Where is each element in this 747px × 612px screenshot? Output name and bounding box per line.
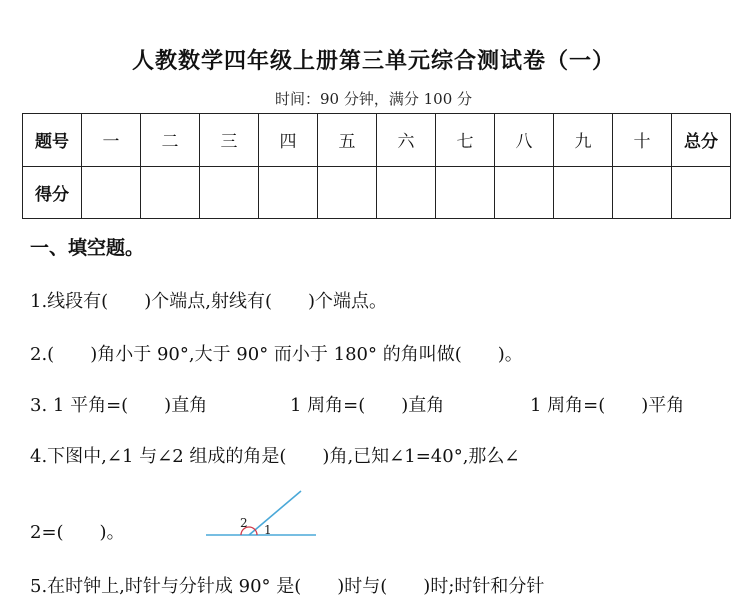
section-heading-fill-blank: 一、填空题。 [30, 237, 145, 259]
page-subtitle: 时间：90 分钟，满分 100 分 [274, 90, 473, 108]
score-table-col-3: 三 [200, 114, 259, 167]
score-table-col-6: 六 [377, 114, 436, 167]
score-table-header-label: 题号 [23, 114, 82, 167]
score-table-col-10: 十 [613, 114, 672, 167]
angle-2-label: 2 [240, 516, 248, 530]
question-5: 5.在时钟上,时针与分针成 90° 是( )时与( )时;时针和分针 [30, 576, 545, 597]
score-table-col-2: 二 [141, 114, 200, 167]
score-cell [495, 166, 554, 219]
score-cell [613, 166, 672, 219]
score-cell [259, 166, 318, 219]
score-table-col-7: 七 [436, 114, 495, 167]
question-1: 1.线段有( )个端点,射线有( )个端点。 [30, 291, 387, 312]
score-cell [82, 166, 141, 219]
score-table [22, 113, 731, 219]
angle-diagram [204, 488, 324, 544]
score-cell-total [672, 166, 731, 219]
score-cell [554, 166, 613, 219]
score-table-col-1: 一 [82, 114, 141, 167]
score-table-col-8: 八 [495, 114, 554, 167]
score-cell [200, 166, 259, 219]
score-table-score-row [23, 166, 731, 219]
question-4: 4.下图中,∠1 与∠2 组成的角是( )角,已知∠1=40°,那么∠ [30, 446, 520, 467]
page-title: 人教数学四年级上册第三单元综合测试卷（一） [131, 49, 615, 74]
score-table-header-row [23, 114, 731, 167]
question-4-continued: 2=( )。 [30, 522, 125, 543]
score-table-col-9: 九 [554, 114, 613, 167]
score-cell [377, 166, 436, 219]
score-cell [318, 166, 377, 219]
score-cell [436, 166, 495, 219]
score-table-score-label: 得分 [23, 166, 82, 219]
score-cell [141, 166, 200, 219]
slanted-ray [249, 491, 301, 535]
score-table-total-label: 总分 [672, 114, 731, 167]
question-3-part-a: 3. 1 平角=( )直角 [30, 395, 208, 416]
question-3-part-c: 1 周角=( )平角 [530, 395, 685, 416]
question-3-part-b: 1 周角=( )直角 [290, 395, 445, 416]
score-table-col-5: 五 [318, 114, 377, 167]
angle-1-label: 1 [264, 523, 272, 537]
question-2: 2.( )角小于 90°,大于 90° 而小于 180° 的角叫做( )。 [30, 344, 523, 365]
score-table-col-4: 四 [259, 114, 318, 167]
